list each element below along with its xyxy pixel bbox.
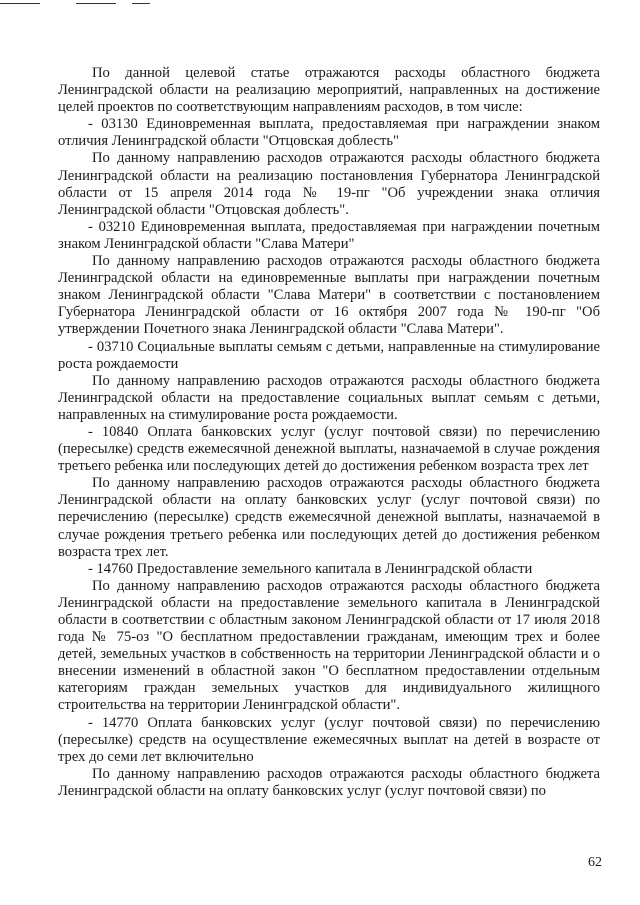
paragraph: По данному направлению расходов отражаются расходы областного бюджета Ленинградской области на реализацию постановления Губернатора Ленинградской области от 15 апреля 2014 года № 19-пг "Об учреждении знака отличия Ленинградской области "Отцовская доблесть". (58, 150, 600, 218)
scan-mark (132, 3, 150, 4)
paragraph: По данному направлению расходов отражаются расходы областного бюджета Ленинградской области на предоставление земельного капитала в Ленинградской области в соответствии с областным законом Ленинградской области от 17 июля 2018 года № 75-оз "О бесплатном предоставлении гражданам, имеющим трех и более детей, земельных участков в собственность на территории Ленинградской области и о внесении изменений в областной закон "О бесплатном предоставлении отдельным категориям граждан земельных участков для индивидуального жилищного строительства на территории Ленинградской области". (58, 577, 600, 714)
paragraph: По данной целевой статье отражаются расходы областного бюджета Ленинградской области на реализацию мероприятий, направленных на достижение целей проектов по соответствующим направлениям расходов, в том числе: (58, 65, 600, 116)
expense-code-heading: - 03210 Единовременная выплата, предоставляемая при награждении почетным знаком Ленинградской области "Слава Матери" (58, 218, 600, 252)
expense-code-heading: - 14760 Предоставление земельного капитала в Ленинградской области (88, 560, 533, 577)
paragraph: По данному направлению расходов отражаются расходы областного бюджета Ленинградской области на оплату банковских услуг (услуг почтовой связи) по перечислению (пересылке) средств ежемесячной денежной выплаты, назначаемой в случае рождения третьего ребенка или последующих детей до достижения ребенком возраста трех лет. (58, 475, 600, 560)
paragraph: По данному направлению расходов отражаются расходы областного бюджета Ленинградской области на единовременные выплаты при награждении почетным знаком Ленинградской области "Слава Матери" в соответствии с постановлением Губернатора Ленинградской области от 16 октября 2007 года № 190-пг "Об утверждении Почетного знака Ленинградской области "Слава Матери". (58, 253, 600, 338)
document-body (58, 65, 600, 800)
scan-edge-marks (0, 0, 640, 10)
page-number: 62 (588, 855, 602, 870)
expense-code-heading: - 14770 Оплата банковских услуг (услуг почтовой связи) по перечислению (пересылке) средств на осуществление ежемесячных выплат на детей в возрасте от трех до семи лет включительно (58, 714, 600, 765)
expense-code-heading: - 10840 Оплата банковских услуг (услуг почтовой связи) по перечислению (пересылке) средств ежемесячной денежной выплаты, назначаемой в случае рождения третьего ребенка или последующих детей до достижения ребенком возраста трех лет (58, 423, 600, 475)
expense-code-heading: - 03130 Единовременная выплата, предоставляемая при награждении знаком отличия Ленинградской области "Отцовская доблесть" (58, 116, 600, 150)
paragraph: По данному направлению расходов отражаются расходы областного бюджета Ленинградской области на оплату банковских услуг (услуг почтовой связи) по (58, 765, 600, 799)
expense-code-heading: - 03710 Социальные выплаты семьям с детьми, направленные на стимулирование роста рождаемости (58, 338, 600, 372)
scan-mark (76, 3, 116, 4)
scan-mark (0, 3, 40, 4)
paragraph: По данному направлению расходов отражаются расходы областного бюджета Ленинградской области на предоставление социальных выплат семьям с детьми, направленных на стимулирование роста рождаемости. (58, 372, 600, 423)
